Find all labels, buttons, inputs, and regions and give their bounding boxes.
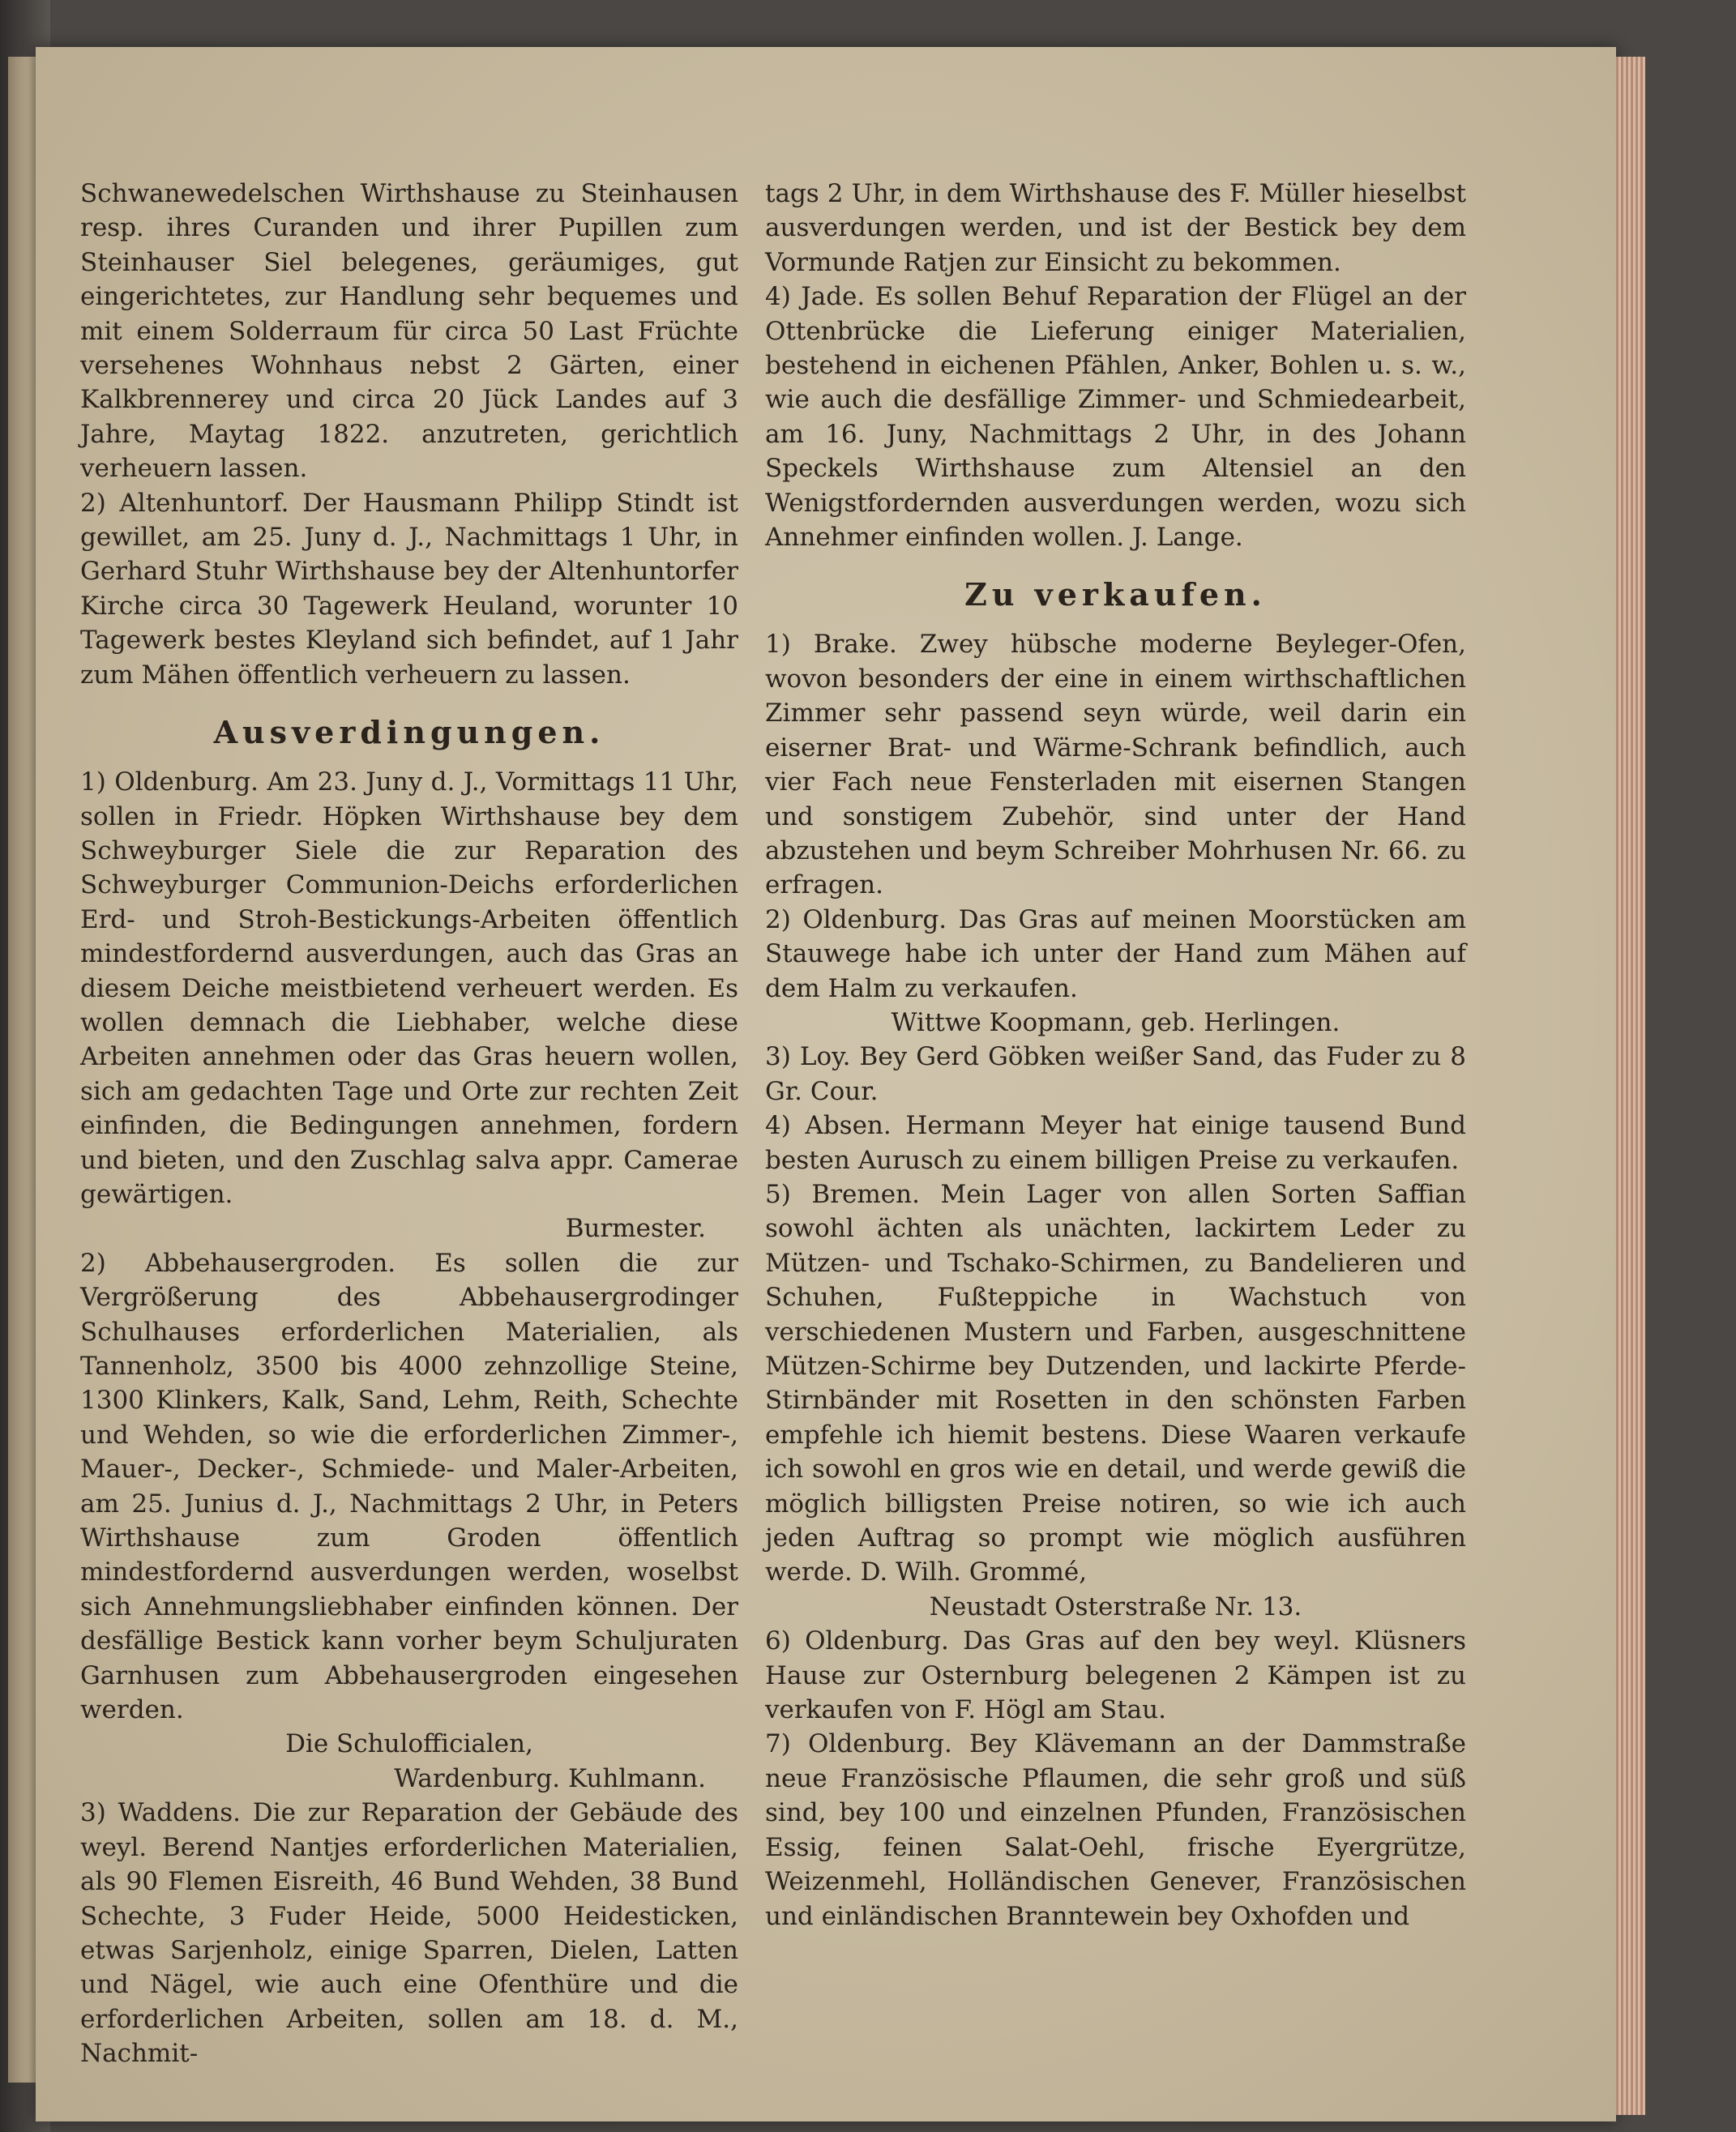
sale-oldenburg-gras: 2) Oldenburg. Das Gras auf meinen Moorstücken am Stauwege habe ich unter der Hand zum Mähen auf dem Halm zu verkaufen. — [765, 904, 1466, 1003]
section-heading-zu-verkaufen: Zu verkaufen. — [964, 576, 1267, 613]
page-stack-edge — [1616, 57, 1645, 2115]
sale-loy: 3) Loy. Bey Gerd Göbken weißer Sand, das Fuder zu 8 Gr. Cour. — [765, 1042, 1466, 1106]
notice-altenhuntorf: 2) Altenhuntorf. Der Hausmann Philipp Stindt ist gewillet, am 25. Juny d. J., Nachmittags 1 Uhr, in Gerhard Stuhr Wirthshause bey der Altenhuntorfer Kirche circa 30 Tagewerk Heuland, worunter 10 Tagewerk bestes Kleyland sich befindet, auf 1 Jahr zum Mähen öffentlich verheuern zu lassen. — [80, 488, 738, 690]
sale-absen: 4) Absen. Hermann Meyer hat einige tausend Bund besten Aurusch zu einem billigen Preise zu verkaufen. — [765, 1111, 1466, 1175]
signature-grommé-address: Neustadt Osterstraße Nr. 13. — [929, 1592, 1302, 1621]
signature-koopmann: Wittwe Koopmann, geb. Herlingen. — [891, 1007, 1340, 1037]
left-column — [80, 177, 738, 2071]
notice-oldenburg-deich: 1) Oldenburg. Am 23. Juny d. J., Vormittags 11 Uhr, sollen in Friedr. Höpken Wirthshause bey dem Schweyburger Siele die zur Reparation des Schweyburger Communion-Deichs erforderlichen Erd- und Stroh-Bestickungs-Arbeiten öffentlich mindestfordernd ausverdungen, auch das Gras an diesem Deiche meistbietend verheuert werden. Es wollen demnach die Liebhaber, welche diese Arbeiten annehmen oder das Gras heuern wollen, sich am gedachten Tage und Orte zur rechten Zeit einfinden, die Bedingungen annehmen, fordern und bieten, und den Zuschlag salva appr. Camerae gewärtigen. — [80, 767, 738, 1209]
newspaper-page — [36, 47, 1616, 2121]
sale-oldenburg-klaevemann: 7) Oldenburg. Bey Klävemann an der Dammstraße neue Französische Pflaumen, die sehr groß und süß sind, bey 100 und einzelnen Pfunden, Französischen Essig, feinen Salat-Oehl, frische Eyergrütze, Weizenmehl, Holländischen Genever, Französischen und einländischen Branntewein bey Oxhofden und — [765, 1729, 1466, 1931]
notice-abbehausergroden: 2) Abbehausergroden. Es sollen die zur Vergrößerung des Abbehausergrodinger Schulhauses erforderlichen Materialien, als Tannenholz, 3500 bis 4000 zehnzollige Steine, 1300 Klinkers, Kalk, Sand, Lehm, Reith, Schechte und Wehden, so wie die erforderlichen Zimmer-, Mauer-, Decker-, Schmiede- und Maler-Arbeiten, am 25. Junius d. J., Nachmittags 2 Uhr, in Peters Wirthshause zum Groden öffentlich mindestfordernd ausverdungen werden, woselbst sich Annehmungsliebhaber einfinden können. Der desfällige Bestick kann vorher beym Schuljuraten Garnhusen zum Abbehausergroden eingesehen werden. — [80, 1248, 738, 1725]
sale-oldenburg-kaempen: 6) Oldenburg. Das Gras auf den bey weyl. Klüsners Hause zur Osternburg belegenen 2 Kämpen ist zu verkaufen von F. Högl am Stau. — [765, 1626, 1466, 1725]
signature-schulofficialen: Die Schulofficialen, — [285, 1729, 533, 1759]
signature-wardenburg-kuhlmann: Wardenburg. Kuhlmann. — [394, 1763, 706, 1793]
right-column — [765, 177, 1466, 1933]
sale-bremen: 5) Bremen. Mein Lager von allen Sorten Saffian sowohl ächten als unächten, lackirtem Leder zu Mützen- und Tschako-Schirmen, zu Bandelieren und Schuhen, Fußteppiche in Wachstuch von verschiedenen Mustern und Farben, ausgeschnittene Mützen-Schirme bey Dutzenden, und lackirte Pferde-Stirnbänder mit Rosetten in den schönsten Farben empfehle ich hiemit bestens. Diese Waaren verkaufe ich sowohl en gros wie en detail, und werde gewiß die möglich billigsten Preise notiren, so wie ich auch jeden Auftrag so prompt wie möglich ausführen werde. D. Wilh. Grommé, — [765, 1179, 1466, 1587]
signature-burmester: Burmester. — [565, 1214, 706, 1244]
notice-waddens: 3) Waddens. Die zur Reparation der Gebäude des weyl. Berend Nantjes erforderlichen Materialien, als 90 Flemen Eisreith, 46 Bund Wehden, 38 Bund Schechte, 3 Fuder Heide, 5000 Heidesticken, etwas Sarjenholz, einige Sparren, Dielen, Latten und Nägel, wie auch eine Ofenthüre und die erforderlichen Arbeiten, sollen am 18. d. M., Nachmit- — [80, 1798, 738, 2069]
section-heading-ausverdingungen: Ausverdingungen. — [213, 714, 605, 751]
sale-brake: 1) Brake. Zwey hübsche moderne Beyleger-Ofen, wovon besonders der eine in einem wirthschaftlichen Zimmer sehr passend seyn würde, weil darin ein eiserner Brat- und Wärme-Schrank befindlich, auch vier Fach neue Fensterladen mit eisernen Stangen und sonstigem Zubehör, sind unter der Hand abzustehen und beym Schreiber Mohrhusen Nr. 66. zu erfragen. — [765, 630, 1466, 900]
intro-paragraph: Schwanewedelschen Wirthshause zu Steinhausen resp. ihres Curanden und ihrer Pupillen zum Steinhauser Siel belegenes, geräumiges, gut eingerichtetes, zur Handlung sehr bequemes und mit einem Solderraum für circa 50 Last Früchte versehenes Wohnhaus nebst 2 Gärten, einer Kalkbrennerey und circa 20 Jück Landes auf 3 Jahre, Maytag 1822. anzutreten, gerichtlich verheuern lassen. — [80, 179, 738, 484]
notice-jade: 4) Jade. Es sollen Behuf Reparation der Flügel an der Ottenbrücke die Lieferung einiger Materialien, bestehend in eichenen Pfählen, Anker, Bohlen u. s. w., wie auch die desfällige Zimmer- und Schmiedearbeit, am 16. Juny, Nachmittags 2 Uhr, in des Johann Speckels Wirthshause zum Altensiel an den Wenigstfordernden ausverdungen werden, wozu sich Annehmer einfinden wollen. J. Lange. — [765, 282, 1466, 553]
notice-waddens-continued: tags 2 Uhr, in dem Wirthshause des F. Müller hieselbst ausverdungen werden, und ist der Bestick bey dem Vormunde Ratjen zur Einsicht zu bekommen. — [765, 179, 1466, 277]
